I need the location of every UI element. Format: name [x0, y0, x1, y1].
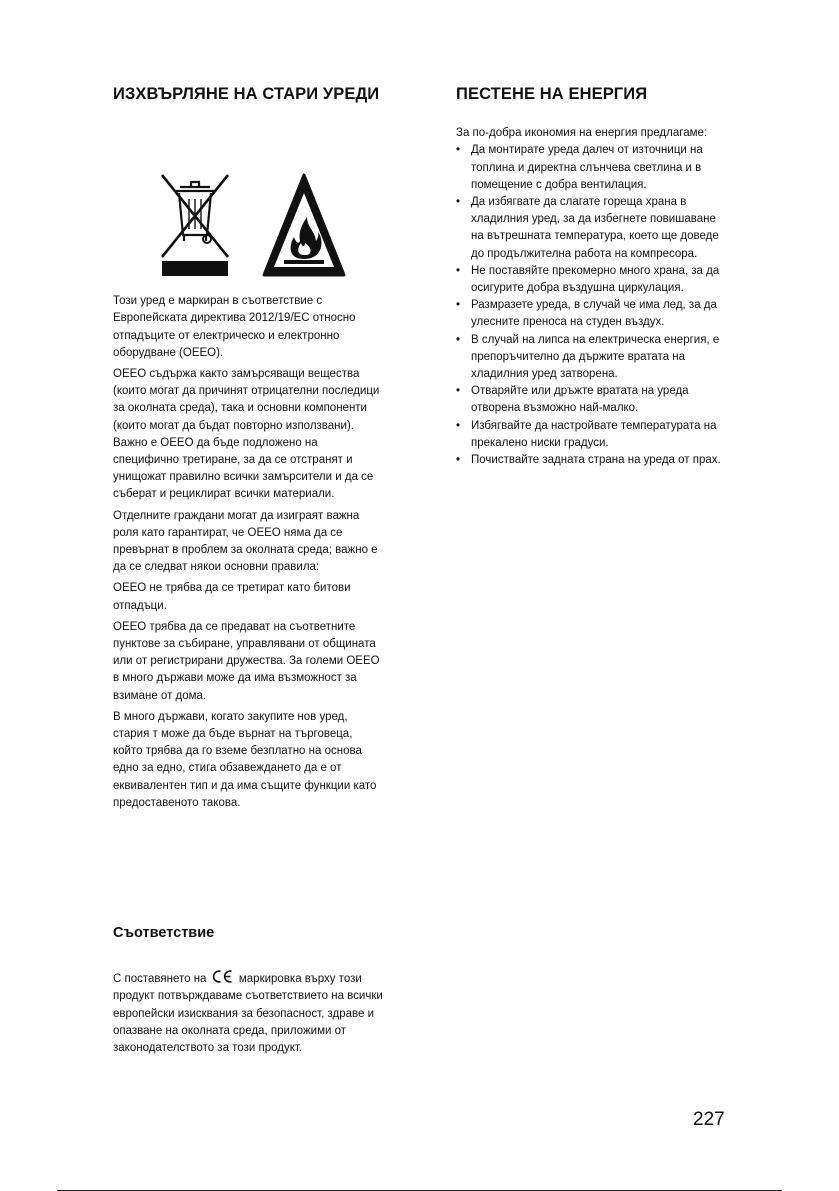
conformity-section: [113, 925, 383, 1061]
disposal-paragraph: ОЕЕО не трябва да се третират като битови отпадъци.: [113, 582, 351, 612]
conformity-text: [113, 970, 383, 1057]
list-item: • Да монтирате уреда далеч от източници на топлина и директна слънчева светлина и в помещение с добра вентилация.: [456, 142, 728, 194]
page-number: 227: [693, 1109, 725, 1130]
ce-mark-icon: [212, 970, 234, 983]
disposal-paragraph: Отделните граждани могат да изиграят важна роля като гарантират, че ОЕЕО няма да се превърнат в проблем за околната среда; важно е да се следват някои основни правила:: [113, 509, 378, 574]
disposal-paragraph: ОЕЕО съдържа както замърсяващи вещества (които могат да причинят отрицателни последици за околната среда), така и основни компоненти (които могат да бъдат повторно използвани). Важно е ОЕЕО да бъде подложено на специфично третиране, за да се отстранят и унищожат правилно всички замърсители и да се съберат и рециклират всички материали.: [113, 368, 380, 501]
energy-intro: За по-добра икономия на енергия предлагаме:: [456, 127, 708, 140]
conformity-text-before: С поставянето на: [113, 973, 207, 986]
list-item: • Избягвайте да настройвате температурата на прекалено ниски градуси.: [456, 418, 728, 452]
energy-heading: ПЕСТЕНЕ НА ЕНЕРГИЯ: [456, 85, 648, 103]
list-item: • Отваряйте или дръжте вратата на уреда отворена възможно най-малко.: [456, 383, 728, 417]
disposal-paragraph: ОЕЕО трябва да се предават на съответните пунктове за събиране, управлявани от общината или от регистрирани дружества. За големи ОЕЕО в много държави може да има възможност за взимане от дома.: [113, 620, 380, 702]
conformity-text-after: маркировка върху този продукт потвърждаваме съответствието на всички европейски изисквания за безопасност, здраве и опазване на околната среда, приложими от законодателството за този продукт.: [113, 973, 383, 1055]
symbols-row: [113, 125, 383, 279]
disposal-paragraph: Този уред е маркиран в съответствие с Европейската директива 2012/19/ЕС относно отпадъците от електрическо и електронно оборудване (ОЕЕО).: [113, 295, 356, 359]
disposal-section: [113, 86, 383, 816]
disposal-paragraph: В много държави, когато закупите нов уред, стария т може да бъде върнат на търговеца, който трябва да го вземе безплатно на основа едно за едно, стига обзавеждането да е от еквивалентен тип и да има същите функции като предоставеното такова.: [113, 710, 377, 809]
disposal-heading: ИЗХВЪРЛЯНЕ НА СТАРИ УРЕДИ: [113, 85, 380, 103]
list-item: • Да избягвате да слагате гореща храна в хладилния уред, за да избегнете повишаване на вътрешната температура, което ще доведе до продължителна работа на компресора.: [456, 194, 728, 263]
list-item: • Размразете уреда, в случай че има лед, за да улесните преноса на студен въздух.: [456, 297, 728, 331]
flammable-warning-icon: [261, 171, 347, 279]
disposal-text: [113, 293, 383, 812]
list-item: • Не поставяйте прекомерно много храна, за да осигурите добра въздушна циркулация.: [456, 263, 728, 297]
crossed-bin-icon: [160, 173, 230, 277]
list-item: • В случай на липса на електрическа енергия, е препоръчително да държите вратата на хладилния уред затворена.: [456, 332, 728, 384]
conformity-heading: Съответствие: [113, 925, 215, 941]
list-item: • Почиствайте задната страна на уреда от прах.: [456, 452, 728, 469]
energy-tips-list: [456, 142, 728, 469]
energy-section: [456, 86, 728, 469]
